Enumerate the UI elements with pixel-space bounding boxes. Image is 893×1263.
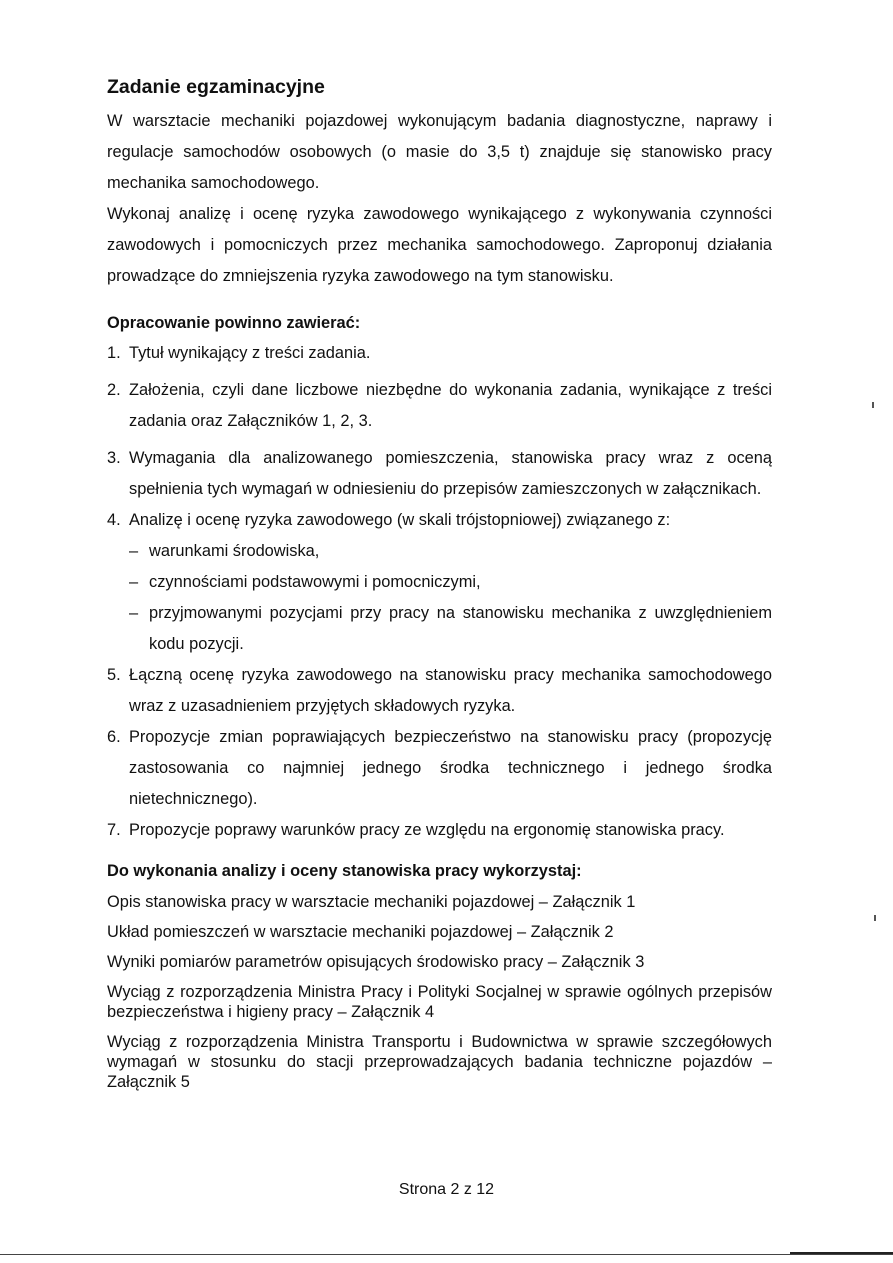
requirement-number: 1. bbox=[107, 344, 121, 362]
scan-edge-line bbox=[0, 1254, 893, 1255]
sublist-item: – warunkami środowiska, bbox=[129, 542, 320, 560]
scan-speck bbox=[872, 402, 874, 408]
requirement-item bbox=[107, 375, 772, 437]
sublist-text: warunkami środowiska, bbox=[149, 542, 320, 560]
requirement-number: 3. bbox=[107, 449, 121, 467]
requirements-heading: Opracowanie powinno zawierać: bbox=[107, 314, 361, 332]
requirement-item bbox=[107, 505, 772, 660]
sublist-text: przyjmowanymi pozycjami przy pracy na stanowisku mechanika z uwzględnieniem kodu pozycji. bbox=[149, 604, 772, 653]
document-page bbox=[107, 74, 772, 1102]
requirement-text: Analizę i ocenę ryzyka zawodowego (w skali trójstopniowej) związanego z: bbox=[129, 511, 671, 529]
resource-item: Wyniki pomiarów parametrów opisujących środowisko pracy – Załącznik 3 bbox=[107, 953, 645, 971]
requirement-number: 2. bbox=[107, 381, 121, 399]
requirements-list bbox=[107, 338, 772, 846]
requirement-number: 7. bbox=[107, 821, 121, 839]
resources-heading: Do wykonania analizy i oceny stanowiska pracy wykorzystaj: bbox=[107, 862, 582, 880]
intro-paragraph-2: Wykonaj analizę i ocenę ryzyka zawodowego wynikającego z wykonywania czynności zawodowych i pomocniczych przez mechanika samochodowego. Zaproponuj działania prowadzące do zmniejszenia ryzyka zawodowego na tym stanowisku. bbox=[107, 205, 772, 285]
resource-item: Opis stanowiska pracy w warsztacie mechaniki pojazdowej – Załącznik 1 bbox=[107, 893, 636, 911]
requirement-number: 4. bbox=[107, 511, 121, 529]
resource-item: Układ pomieszczeń w warsztacie mechaniki pojazdowej – Załącznik 2 bbox=[107, 923, 614, 941]
page-number: Strona 2 z 12 bbox=[398, 1181, 495, 1198]
requirement-item bbox=[107, 815, 772, 846]
resource-item: Wyciąg z rozporządzenia Ministra Transportu i Budownictwa w sprawie szczegółowych wymagań w stosunku do stacji przeprowadzających badania techniczne pojazdów – Załącznik 5 bbox=[107, 1033, 772, 1091]
requirement-text: Tytuł wynikający z treści zadania. bbox=[129, 344, 371, 362]
requirement-text: Propozycje poprawy warunków pracy ze względu na ergonomię stanowiska pracy. bbox=[129, 821, 725, 839]
requirement-item bbox=[107, 722, 772, 815]
requirement-text: Propozycje zmian poprawiających bezpieczeństwo na stanowisku pracy (propozycję zastosowania co najmniej jednego środka technicznego i jednego środka nietechnicznego). bbox=[129, 728, 772, 808]
requirement-item bbox=[107, 660, 772, 722]
scan-speck bbox=[874, 915, 876, 921]
requirement-sublist bbox=[129, 536, 772, 660]
requirement-text: Wymagania dla analizowanego pomieszczenia, stanowiska pracy wraz z oceną spełnienia tych wymagań w odniesieniu do przepisów zamieszczonych w załącznikach. bbox=[129, 449, 772, 498]
sublist-text: czynnościami podstawowymi i pomocniczymi, bbox=[149, 573, 481, 591]
scan-edge-mark bbox=[790, 1252, 893, 1254]
page-title: Zadanie egzaminacyjne bbox=[107, 76, 325, 98]
resource-item: Wyciąg z rozporządzenia Ministra Pracy i Polityki Socjalnej w sprawie ogólnych przepisów bezpieczeństwa i higieny pracy – Załącznik 4 bbox=[107, 983, 772, 1021]
sublist-item: – przyjmowanymi pozycjami przy pracy na stanowisku mechanika z uwzględnieniem kodu pozycji. bbox=[129, 604, 772, 653]
requirement-number: 5. bbox=[107, 666, 121, 684]
requirement-item bbox=[107, 443, 772, 505]
requirement-text: Założenia, czyli dane liczbowe niezbędne do wykonania zadania, wynikające z treści zadania oraz Załączników 1, 2, 3. bbox=[129, 381, 772, 430]
requirement-number: 6. bbox=[107, 728, 121, 746]
requirement-text: Łączną ocenę ryzyka zawodowego na stanowisku pracy mechanika samochodowego wraz z uzasadnieniem przyjętych składowych ryzyka. bbox=[129, 666, 772, 715]
sublist-item: – czynnościami podstawowymi i pomocniczymi, bbox=[129, 573, 481, 591]
requirement-item bbox=[107, 338, 772, 369]
intro-paragraph-1: W warsztacie mechaniki pojazdowej wykonującym badania diagnostyczne, naprawy i regulacje samochodów osobowych (o masie do 3,5 t) znajduje się stanowisko pracy mechanika samochodowego. bbox=[107, 112, 772, 192]
